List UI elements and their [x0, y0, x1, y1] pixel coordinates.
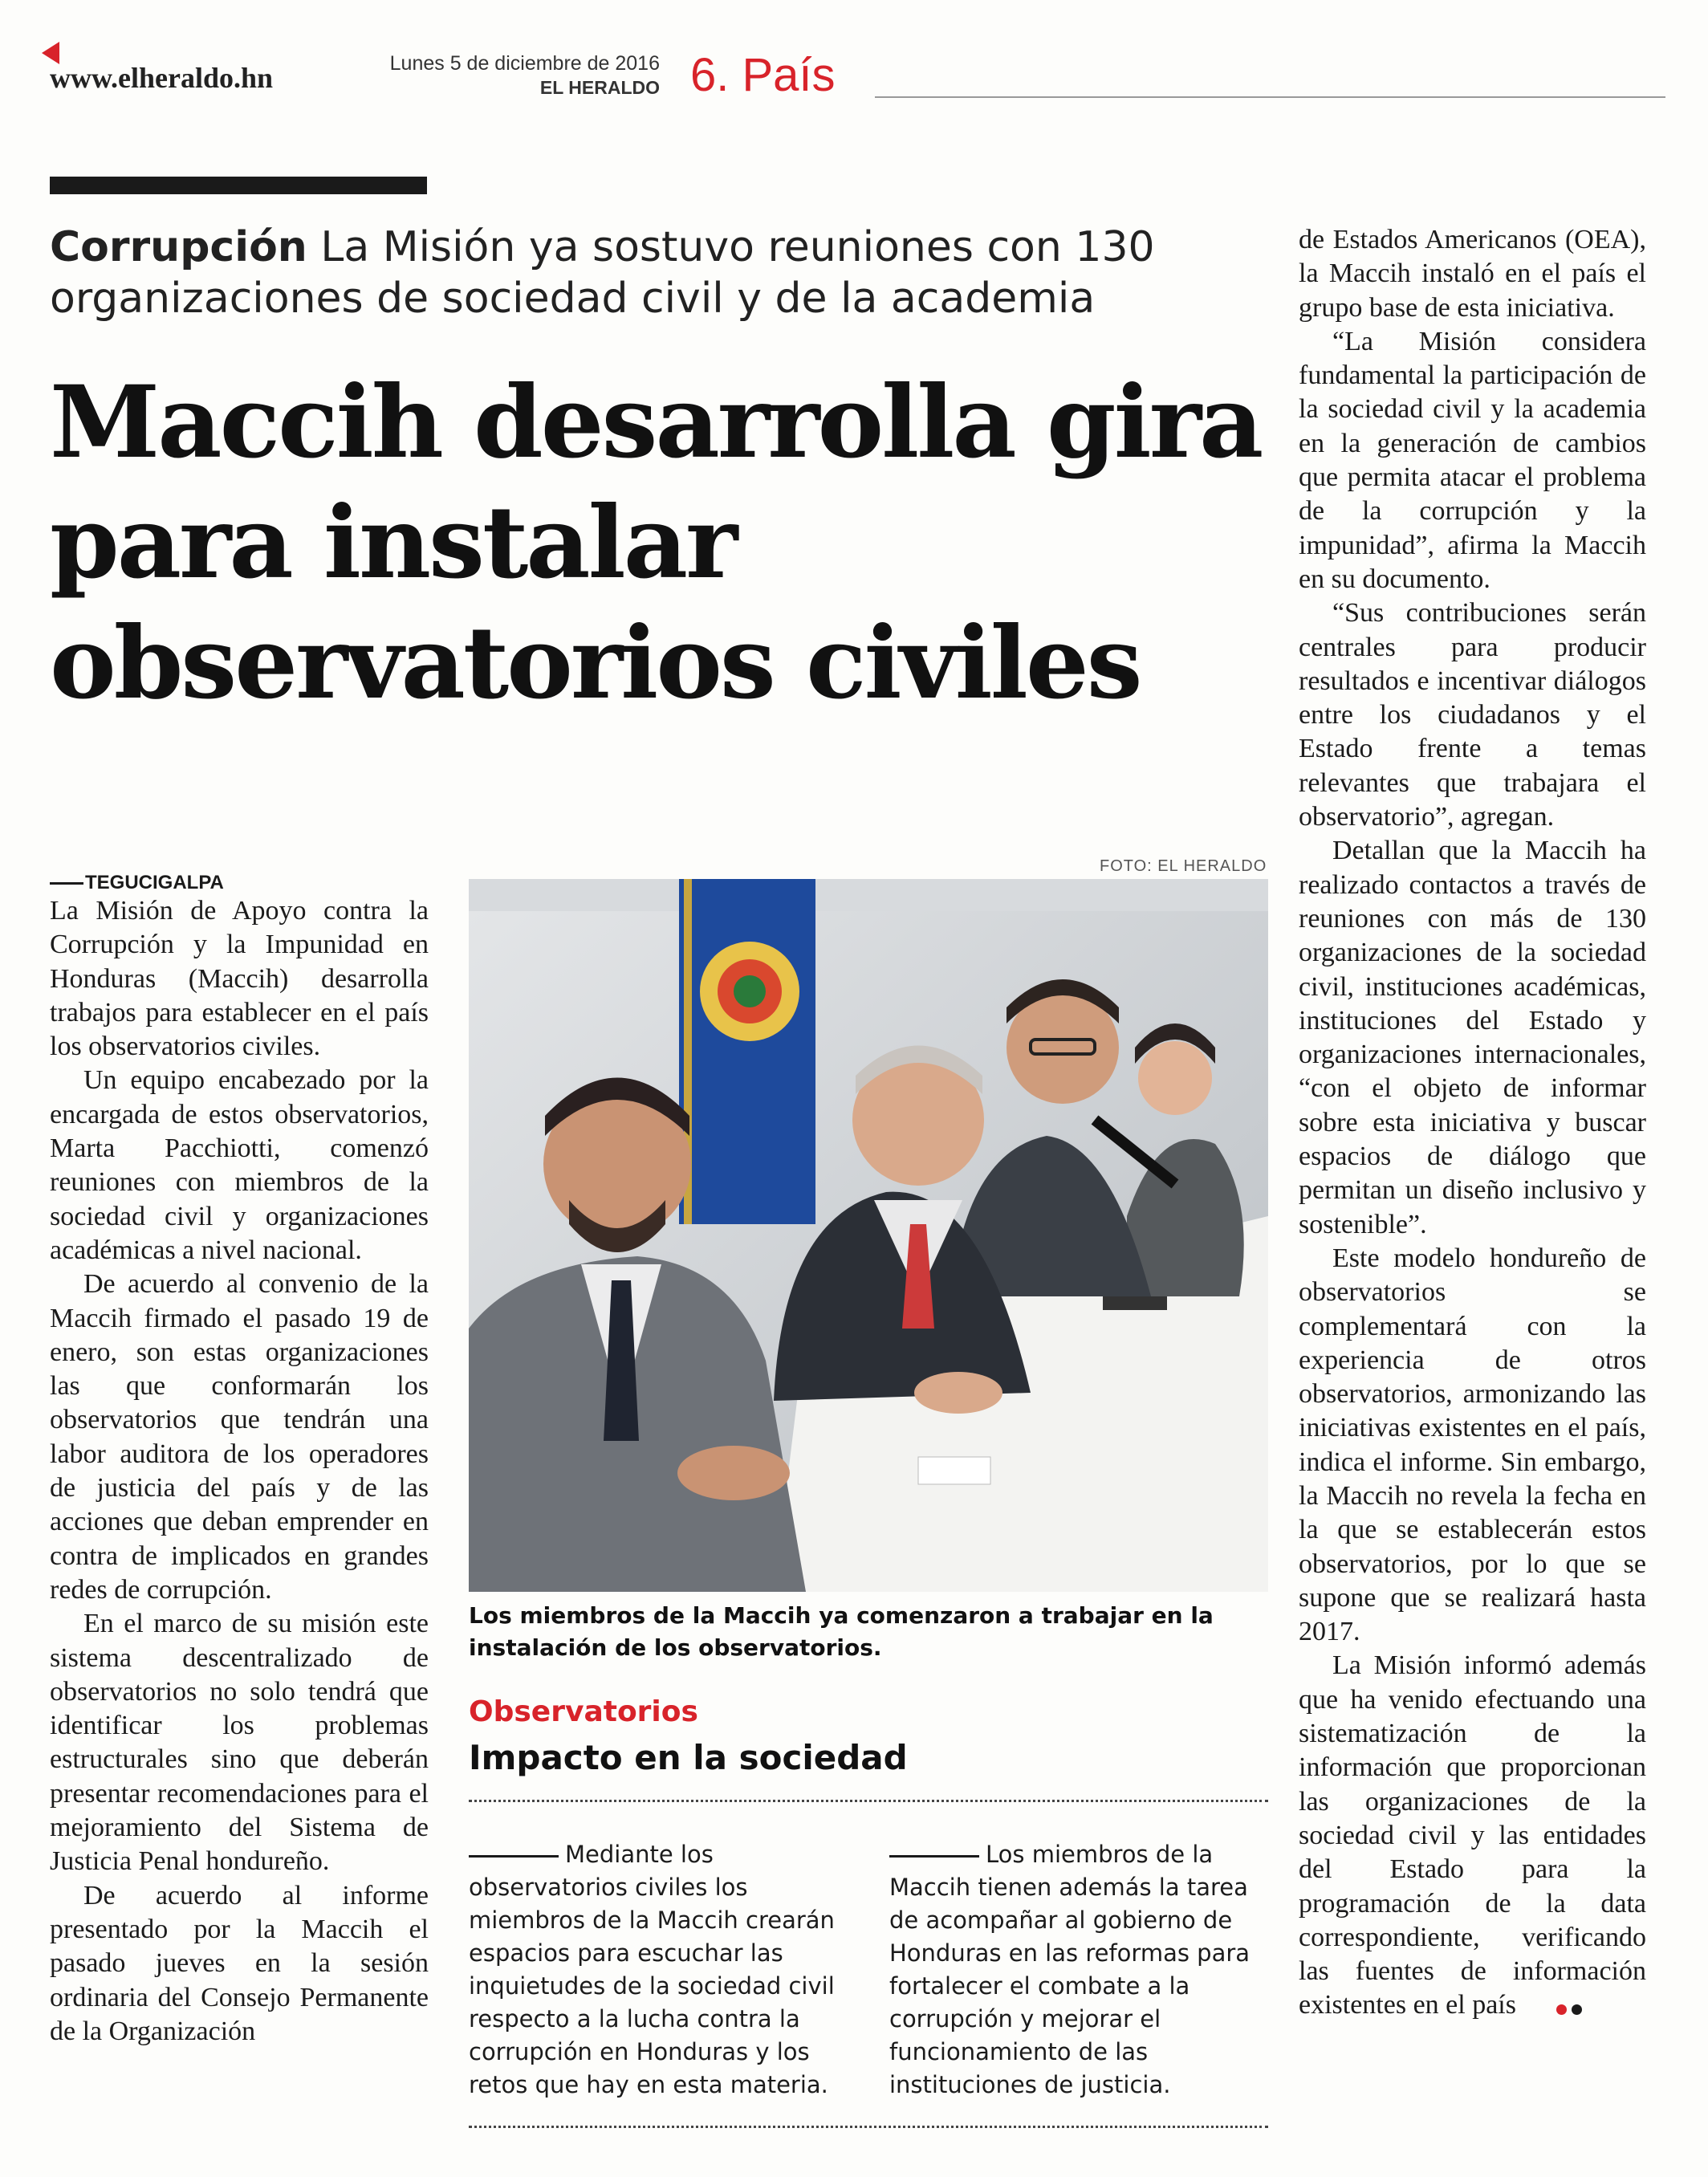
sidebar-text-a: Mediante los observatorios civiles los miembros de la Maccih crearán espacios para escuchar las inquietudes de la sociedad civil respecto a la lucha contra la corrupción en Honduras y los retos que hay en esta materia.	[469, 1841, 835, 2098]
city-name: TEGUCIGALPA	[85, 872, 224, 893]
body-column-1	[50, 894, 429, 2049]
paragraph: De acuerdo al convenio de la Maccih firmado el pasado 19 de enero, son estas organizaciones las que conformarán los observatorios que tendrán una labor auditora de los operadores de justicia del país y de las acciones que deban emprender en contra de implicados en grandes redes de corrupción.	[50, 1269, 429, 1605]
header-divider	[875, 96, 1665, 98]
paragraph: De acuerdo al informe presentado por la Maccih el pasado jueves en la sesión ordinaria del Consejo Permanente de la Organización	[50, 1880, 429, 2046]
photo-caption: Los miembros de la Maccih ya comenzaron a trabajar en la instalación de los observatorios.	[469, 1602, 1214, 1661]
photo-illustration	[469, 879, 1268, 1592]
paragraph-text: La Misión informó además que ha venido efectuando una sistematización de la información que proporcionan las organizaciones de la sociedad civil y las entidades del Estado para la programación de la data correspondiente, verificando las fuentes de información existentes en el país	[1299, 1650, 1646, 2020]
paragraph: En el marco de su misión este sistema descentralizado de observatorios no solo tendrá que identificar los problemas estructurales sino que deberán presentar recomendaciones para el mejoramiento del Sistema de Justicia Penal hondureño.	[50, 1609, 429, 1877]
kicker-text: La Misión ya sostuvo reuniones con 130 organizaciones de sociedad civil y de la academia	[50, 223, 1155, 323]
article-kicker	[50, 222, 1270, 324]
sidebar-bottom-rule	[469, 2126, 1268, 2128]
city-dateline	[50, 872, 224, 894]
paragraph: Un equipo encabezado por la encargada de estos observatorios, Marta Pacchiotti, comenzó reuniones con miembros de la sociedad civil y organizaciones académicas a nivel nacional.	[50, 1065, 429, 1265]
lead-dash	[469, 1855, 559, 1858]
flag	[679, 879, 815, 1224]
sidebar-column-a	[469, 1838, 846, 2102]
site-url: www.elheraldo.hn	[50, 62, 274, 94]
body-column-3	[1299, 223, 1646, 2024]
end-of-article-icon	[1523, 1990, 1587, 2024]
paragraph: de Estados Americanos (OEA), la Maccih instaló en el país el grupo base de esta iniciativa.	[1299, 225, 1646, 323]
sidebar-title: Impacto en la sociedad	[469, 1738, 908, 1777]
article-headline: Maccih desarrolla gira para instalar observatorios civiles	[50, 364, 1262, 722]
sidebar-text-b: Los miembros de la Maccih tienen además la tarea de acompañar al gobierno de Honduras en las reformas para fortalecer el combate a la corrupción y mejorar el funcionamiento de las instituciones de justicia.	[889, 1841, 1250, 2098]
sidebar-top-rule	[469, 1800, 1268, 1802]
kicker-label: Corrupción	[50, 223, 307, 271]
paragraph: Este modelo hondureño de observatorios se complementará con la experiencia de otros observatorios, armonizando las iniciativas existentes en el país, indica el informe. Sin embargo, la Maccih no revela la fecha en la que se establecerán estos observatorios, por lo que se supone que se realizará hasta 2017.	[1299, 1243, 1646, 1647]
final-paragraph	[1299, 1649, 1646, 2024]
press-conference-photo	[469, 879, 1268, 1592]
paragraph: “Sus contribuciones serán centrales para producir resultados e incentivar diálogos entre los ciudadanos y el Estado frente a temas relevantes que trabajara el observatorio”, agregan.	[1299, 598, 1646, 832]
photo-credit: FOTO: EL HERALDO	[1100, 857, 1267, 875]
dateline-dash	[50, 882, 83, 885]
paragraph: “La Misión considera fundamental la participación de la sociedad civil y la academia en la generación de cambios que permita atacar el problema de la corrupción y la impunidad”, afirma la Maccih en su documento.	[1299, 326, 1646, 594]
sidebar-column-b	[889, 1838, 1267, 2102]
dateline	[377, 51, 660, 100]
section-label: 6. País	[690, 49, 836, 101]
lead-dash	[889, 1855, 979, 1858]
sidebar-kicker: Observatorios	[469, 1695, 698, 1728]
paper-name: EL HERALDO	[539, 77, 660, 98]
paragraph: Detallan que la Maccih ha realizado contactos a través de reuniones con más de 130 organizaciones de la sociedad civil, instituciones académicas, instituciones del Estado y organizaciones internacionales, “con el objeto de informar sobre esta iniciativa y buscar espacios de diálogo que permitan un diseño inclusivo y sostenible”.	[1299, 836, 1646, 1239]
section-bar	[50, 177, 427, 194]
issue-date: Lunes 5 de diciembre de 2016	[389, 52, 660, 75]
paragraph: La Misión de Apoyo contra la Corrupción y la Impunidad en Honduras (Maccih) desarrolla trabajos para establecer en el país los observatorios civiles.	[50, 896, 429, 1062]
